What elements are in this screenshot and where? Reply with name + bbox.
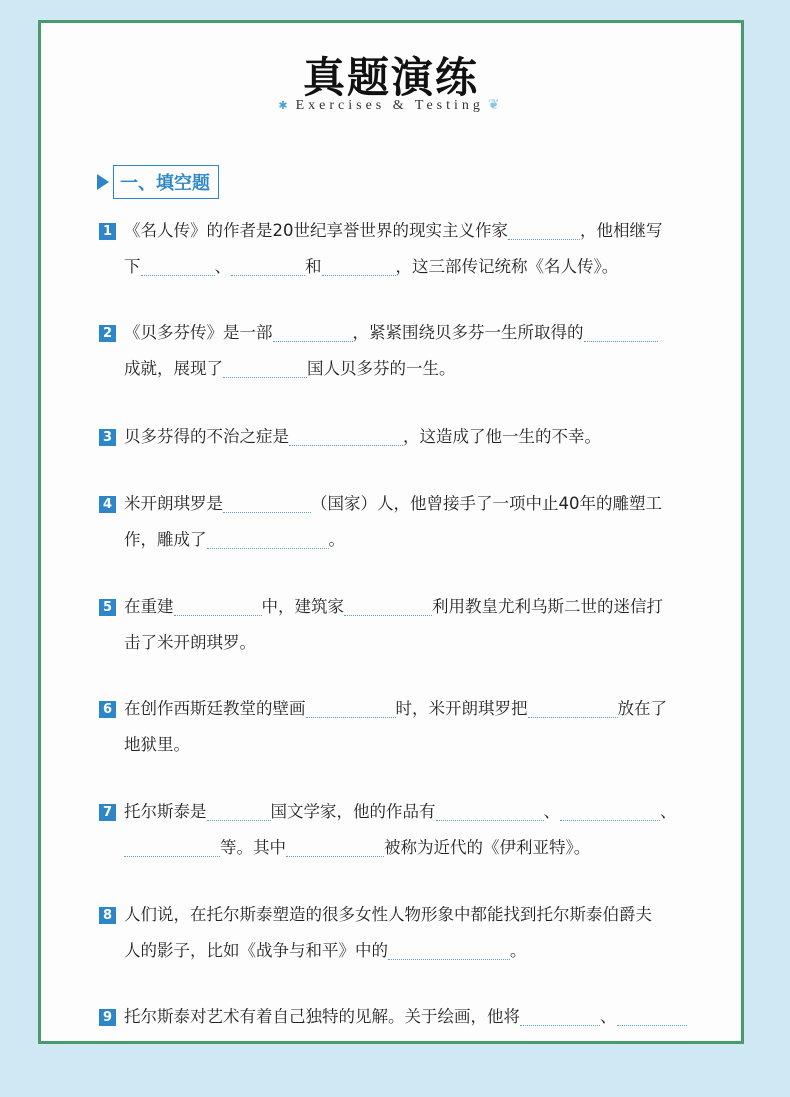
- question-text: 在重建: [124, 597, 174, 616]
- answer-blank[interactable]: [207, 802, 271, 821]
- answer-blank[interactable]: [124, 838, 220, 857]
- answer-blank[interactable]: [520, 1007, 600, 1026]
- question-text: 时，米开朗琪罗把: [395, 699, 528, 718]
- question-8: [99, 897, 709, 969]
- question-text: 《贝多芬传》是一部: [124, 323, 273, 342]
- question-text: 人们说，在托尔斯泰塑造的很多女性人物形象中都能找到托尔斯泰伯爵夫: [124, 905, 652, 924]
- answer-blank[interactable]: [231, 257, 305, 276]
- question-3: [99, 419, 709, 455]
- question-text: 下: [124, 257, 141, 276]
- answer-blank[interactable]: [286, 838, 384, 857]
- question-number: 3: [99, 429, 116, 446]
- question-number: 1: [99, 223, 116, 240]
- question-text: 、: [543, 802, 560, 821]
- question-text: 、: [600, 1007, 617, 1026]
- question-text: 和: [305, 257, 322, 276]
- question-text: 中，建筑家: [261, 597, 344, 616]
- question-number: 5: [99, 599, 116, 616]
- question-text: 放在了: [617, 699, 667, 718]
- question-number: 9: [99, 1009, 116, 1026]
- answer-blank[interactable]: [223, 359, 307, 378]
- worksheet-page: [38, 20, 744, 1044]
- answer-blank[interactable]: [306, 699, 396, 718]
- section-label: 一、填空题: [113, 165, 219, 199]
- question-text: 托尔斯泰是: [124, 802, 207, 821]
- question-text: 《名人传》的作者是20世纪享誉世界的现实主义作家: [124, 221, 508, 240]
- question-text: ，这三部传记统称《名人传》。: [395, 257, 619, 276]
- question-text: 被称为近代的《伊利亚特》。: [384, 838, 591, 857]
- subtitle-text: Exercises & Testing: [295, 98, 484, 113]
- answer-blank[interactable]: [273, 323, 353, 342]
- question-text: 托尔斯泰对艺术有着自己独特的见解。关于绘画，他将: [124, 1007, 520, 1026]
- answer-blank[interactable]: [223, 494, 311, 513]
- question-4: [99, 486, 709, 558]
- question-text: 米开朗琪罗是: [124, 494, 223, 513]
- question-text: 等。其中: [220, 838, 286, 857]
- question-text: 国人贝多芬的一生。: [307, 359, 456, 378]
- answer-blank[interactable]: [141, 257, 215, 276]
- question-number: 7: [99, 804, 116, 821]
- page-title: 真题演练: [302, 53, 479, 102]
- answer-blank[interactable]: [617, 1007, 687, 1026]
- question-text: 击了米开朗琪罗。: [124, 633, 256, 652]
- question-1: [99, 213, 709, 285]
- question-text: ，这造成了他一生的不幸。: [403, 427, 601, 446]
- question-text: 在创作西斯廷教堂的壁画: [124, 699, 306, 718]
- answer-blank[interactable]: [344, 597, 432, 616]
- answer-blank[interactable]: [508, 221, 580, 240]
- question-text: （国家）人，他曾接手了一项中止40年的雕塑工: [311, 494, 662, 513]
- question-9: [99, 999, 709, 1035]
- star-icon: ✱: [278, 100, 292, 112]
- answer-blank[interactable]: [584, 323, 658, 342]
- leaf-icon: ❦: [487, 98, 504, 113]
- question-text: 地狱里。: [124, 735, 190, 754]
- question-text: 作，雕成了: [124, 530, 207, 549]
- question-6: [99, 691, 709, 763]
- arrow-icon: [97, 174, 109, 190]
- question-number: 2: [99, 325, 116, 342]
- question-text: 贝多芬得的不治之症是: [124, 427, 289, 446]
- answer-blank[interactable]: [560, 802, 660, 821]
- answer-blank[interactable]: [174, 597, 262, 616]
- question-text: 。: [328, 530, 345, 549]
- answer-blank[interactable]: [289, 427, 403, 446]
- question-number: 8: [99, 907, 116, 924]
- answer-blank[interactable]: [528, 699, 618, 718]
- question-text: 、: [660, 802, 677, 821]
- question-text: 。: [510, 941, 527, 960]
- question-2: [99, 315, 709, 387]
- question-text: 、: [214, 257, 231, 276]
- question-text: 成就，展现了: [124, 359, 223, 378]
- question-text: 利用教皇尤利乌斯二世的迷信打: [432, 597, 663, 616]
- question-text: ，紧紧围绕贝多芬一生所取得的: [352, 323, 584, 342]
- question-number: 4: [99, 496, 116, 513]
- answer-blank[interactable]: [207, 530, 329, 549]
- question-5: [99, 589, 709, 661]
- section-header: [97, 165, 219, 199]
- page-subtitle: [41, 97, 741, 114]
- question-text: 国文学家，他的作品有: [270, 802, 436, 821]
- question-text: ，他相继写: [580, 221, 663, 240]
- answer-blank[interactable]: [388, 941, 510, 960]
- question-number: 6: [99, 701, 116, 718]
- question-text: 人的影子，比如《战争与和平》中的: [124, 941, 388, 960]
- answer-blank[interactable]: [436, 802, 544, 821]
- answer-blank[interactable]: [322, 257, 396, 276]
- question-7: [99, 794, 709, 866]
